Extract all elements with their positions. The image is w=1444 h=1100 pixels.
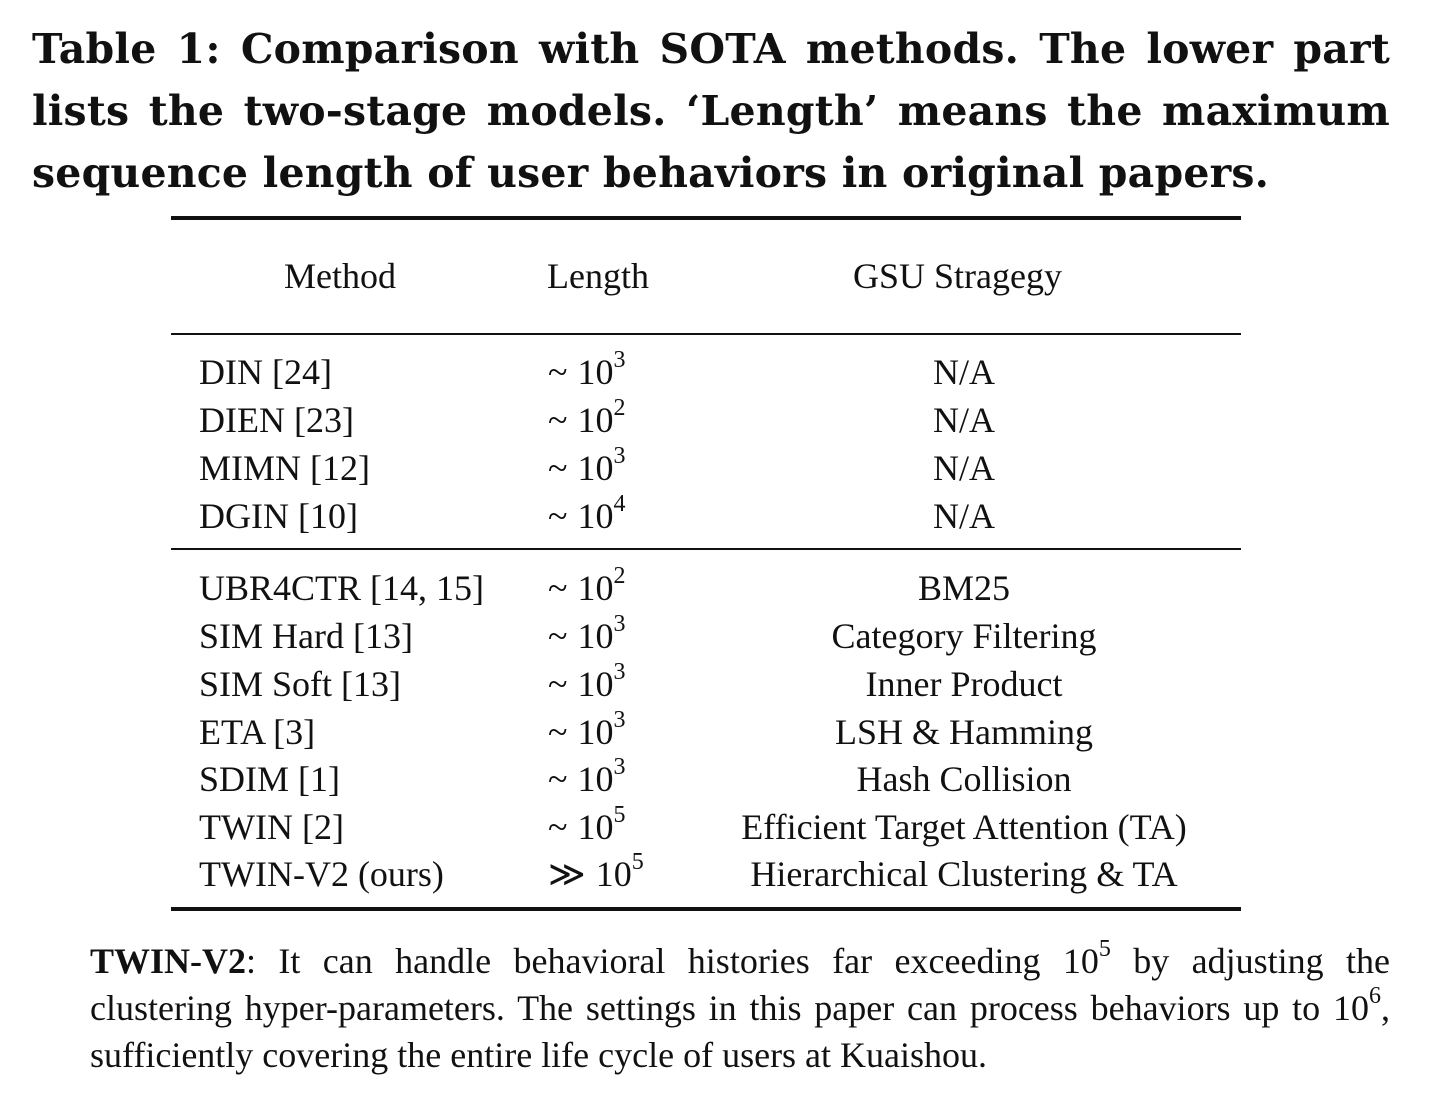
length-exponent: 2: [613, 563, 626, 589]
length-symbol: ~: [548, 448, 568, 488]
method-cell: SIM Soft [13]: [199, 664, 402, 704]
header-rule: [171, 333, 1241, 335]
gsu-cell: N/A: [933, 400, 995, 440]
table-row: [171, 396, 1241, 444]
length-exponent: 5: [631, 849, 644, 875]
gsu-cell: Category Filtering: [831, 616, 1097, 656]
length-exponent: 3: [613, 659, 626, 685]
length-base: 10: [577, 616, 614, 656]
table-row: [171, 755, 1241, 803]
footnote-text: , sufficiently covering the entire life cycle of users at Kuaishou.: [90, 988, 1390, 1075]
length-cell: [548, 755, 625, 803]
length-symbol: ~: [548, 352, 568, 392]
length-exponent: 2: [613, 395, 626, 421]
gsu-cell: N/A: [933, 496, 995, 536]
length-symbol: ~: [548, 568, 568, 608]
length-cell: [548, 660, 625, 708]
length-base: 10: [577, 712, 614, 752]
table-row: [171, 444, 1241, 492]
table-top-rule: [171, 216, 1241, 220]
table-caption: Table 1: Comparison with SOTA methods. The lower part lists the two-stage models. ‘Length’ means the maximum sequence length of user behaviors in original papers.: [32, 25, 1390, 197]
table-row: [171, 803, 1241, 851]
length-exponent: 4: [613, 491, 626, 517]
length-exponent: 3: [613, 754, 626, 780]
table-bottom-rule: [171, 907, 1241, 911]
footnote-text: by adjusting the clustering hyper-parameters. The settings in this paper can process behaviors up to 10: [90, 941, 1390, 1028]
length-symbol: ~: [548, 664, 568, 704]
method-cell: UBR4CTR [14, 15]: [199, 568, 485, 608]
gsu-cell: LSH & Hamming: [835, 712, 1093, 752]
gsu-cell: Inner Product: [865, 664, 1063, 704]
length-base: 10: [577, 664, 614, 704]
length-cell: [548, 444, 625, 492]
method-cell: DIN [24]: [199, 352, 332, 392]
length-symbol: ~: [548, 807, 568, 847]
method-cell: MIMN [12]: [199, 448, 370, 488]
length-exponent: 3: [613, 707, 626, 733]
gsu-cell: Efficient Target Attention (TA): [741, 807, 1187, 847]
method-cell: DGIN [10]: [199, 496, 358, 536]
length-exponent: 5: [613, 802, 626, 828]
table-footnote: [90, 938, 1390, 1079]
header-length: Length: [547, 256, 649, 296]
length-cell: [548, 492, 625, 540]
footnote-text: : It can handle behavioral histories far exceeding 10: [246, 941, 1099, 981]
method-cell: DIEN [23]: [199, 400, 354, 440]
table-row: [171, 708, 1241, 756]
table-row: [171, 612, 1241, 660]
gsu-cell: BM25: [917, 568, 1011, 608]
section-rule: [171, 548, 1241, 550]
method-cell: SIM Hard [13]: [199, 616, 413, 656]
method-cell: ETA [3]: [199, 712, 316, 752]
length-cell: [548, 612, 625, 660]
length-exponent: 3: [613, 611, 626, 637]
method-cell: TWIN-V2 (ours): [199, 854, 444, 894]
length-base: 10: [577, 400, 614, 440]
length-cell: [548, 708, 625, 756]
gsu-cell: Hash Collision: [856, 759, 1072, 799]
length-base: 10: [595, 854, 632, 894]
length-base: 10: [577, 448, 614, 488]
header-gsu-strategy: GSU Stragegy: [853, 256, 1062, 296]
length-cell: [548, 396, 625, 444]
length-cell: [548, 348, 625, 396]
length-base: 10: [577, 496, 614, 536]
table-row: [171, 348, 1241, 396]
length-exponent: 3: [613, 347, 626, 373]
table-row: [171, 850, 1241, 898]
footnote-label: TWIN-V2: [90, 941, 247, 981]
footnote-exponent: 6: [1369, 983, 1381, 1009]
length-symbol: ~: [548, 400, 568, 440]
length-base: 10: [577, 759, 614, 799]
length-base: 10: [577, 352, 614, 392]
length-symbol: ~: [548, 759, 568, 799]
gsu-cell: N/A: [933, 352, 995, 392]
length-symbol: ~: [548, 712, 568, 752]
method-cell: SDIM [1]: [199, 759, 340, 799]
length-cell: [548, 564, 625, 612]
length-symbol: ~: [548, 496, 568, 536]
table-row: [171, 660, 1241, 708]
length-base: 10: [577, 568, 614, 608]
header-method: Method: [284, 256, 396, 296]
footnote-exponent: 5: [1098, 936, 1111, 962]
length-symbol: ≫: [548, 854, 586, 894]
table-row: [171, 492, 1241, 540]
length-exponent: 3: [613, 443, 626, 469]
gsu-cell: N/A: [933, 448, 995, 488]
length-cell: [548, 850, 644, 898]
method-cell: TWIN [2]: [199, 807, 344, 847]
length-cell: [548, 803, 625, 851]
table-row: [171, 564, 1241, 612]
length-base: 10: [577, 807, 614, 847]
length-symbol: ~: [548, 616, 568, 656]
gsu-cell: Hierarchical Clustering & TA: [750, 854, 1178, 894]
